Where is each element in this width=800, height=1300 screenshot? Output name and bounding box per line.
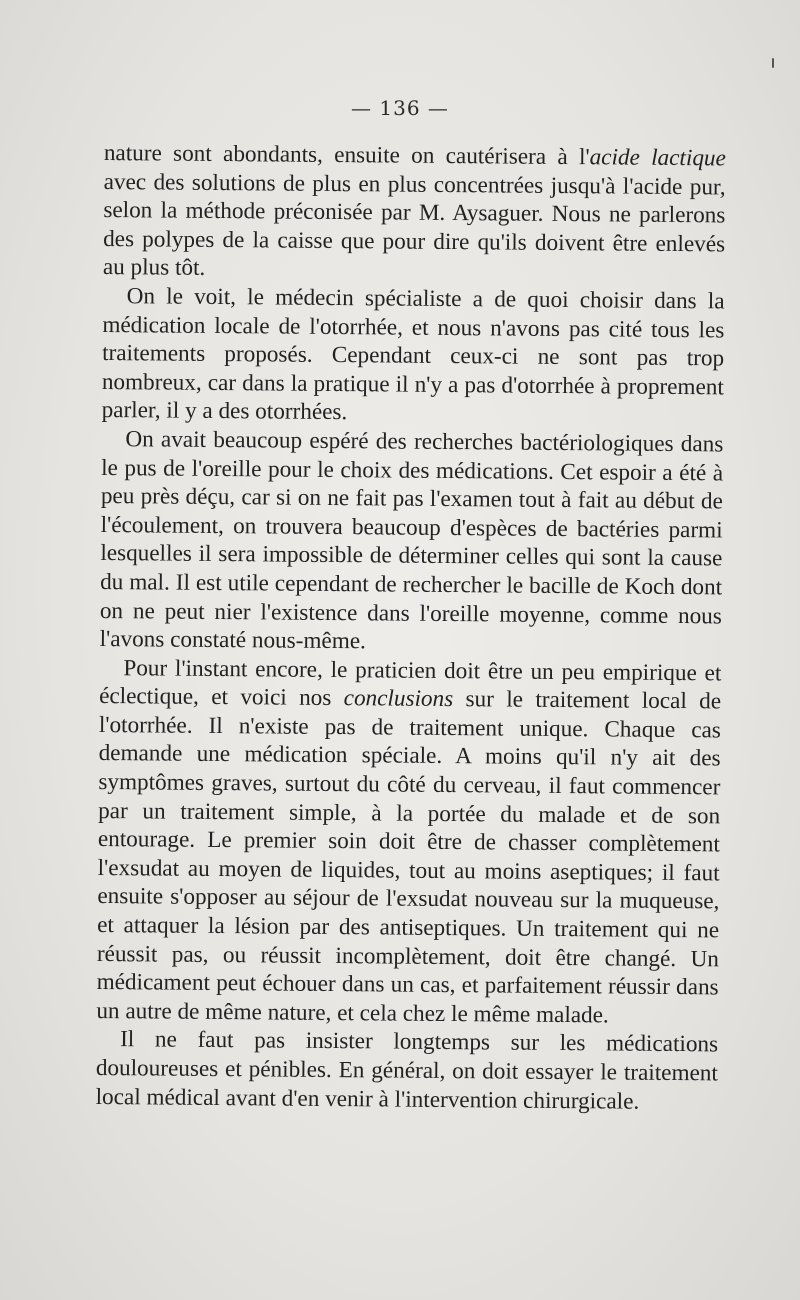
text-run: nature sont abondants, ensuite on cautérisera à l' xyxy=(103,139,590,171)
paragraph xyxy=(102,282,725,430)
paragraph xyxy=(100,425,724,659)
italic-phrase: acide lactique xyxy=(589,144,726,172)
paragraph xyxy=(103,139,726,287)
text-run: On avait beaucoup espéré des recherches bactériologiques dans le pus de l'oreille pour le choix des médications. Cet espoir a été à peu près déçu, car si on ne fait pas l'examen tout à fait au début de l'écoulement, on trouvera beaucoup d'espèces de bactéries parmi lesquelles il sera impossible de déterminer celles qui sont la cause du mal. Il est utile cependant de rechercher le bacille de Koch dont on ne peut nier l'existence dans l'oreille moyenne, comme nous l'avons constaté nous-même. xyxy=(99,426,724,655)
paragraph xyxy=(96,1025,719,1116)
body-text xyxy=(96,139,726,1117)
italic-phrase: conclusions xyxy=(343,685,454,713)
text-run: avec des solutions de plus en plus concentrées jusqu'à l'acide pur, selon la méthode préconisée par M. Aysaguer. Nous ne parlerons des polypes de la caisse que pour dire qu'ils doivent être enlevés au plus tôt. xyxy=(102,168,726,282)
text-run: sur le traitement local de l'otorrhée. Il n'existe pas de traitement unique. Chaque cas demande une médication spéciale. A moins qu'il n'y ait des symptômes graves, surtout du côté du cerveau, il faut commencer par un traitement simple, à la portée du malade et de son entourage. Le premier soin doit être de chasser complètement l'exsudat au moyen de liquides, tout au moins aseptiques; il faut ensuite s'opposer au séjour de l'exsudat nouveau sur la muqueuse, et attaquer la lésion par des antiseptiques. Un traitement qui ne réussit pas, ou réussit incomplètement, doit être changé. Un médicament peut échouer dans un cas, et parfaitement réussir dans un autre de même nature, et cela chez le même malade. xyxy=(96,686,722,1029)
page-edge-mark xyxy=(772,58,774,68)
text-run: On le voit, le médecin spécialiste a de quoi choisir dans la médication locale de l'otorrhée, et nous n'avons pas cité tous les traitements proposés. Cependant ceux-ci ne sont pas trop nombreux, car dans la pratique il n'y a pas d'otorrhée à proprement parler, il y a des otorrhées. xyxy=(101,283,725,426)
text-run: Pour l'instant encore, le praticien doit être un peu empirique et éclectique, et voici nos xyxy=(99,654,722,712)
text-run: Il ne faut pas insister longtemps sur les médications douloureuses et pénibles. En général, on doit essayer le traitement local médical avant d'en venir à l'intervention chirurgicale. xyxy=(95,1026,719,1115)
paragraph xyxy=(96,654,721,1031)
page-number: — 136 — xyxy=(351,96,449,120)
